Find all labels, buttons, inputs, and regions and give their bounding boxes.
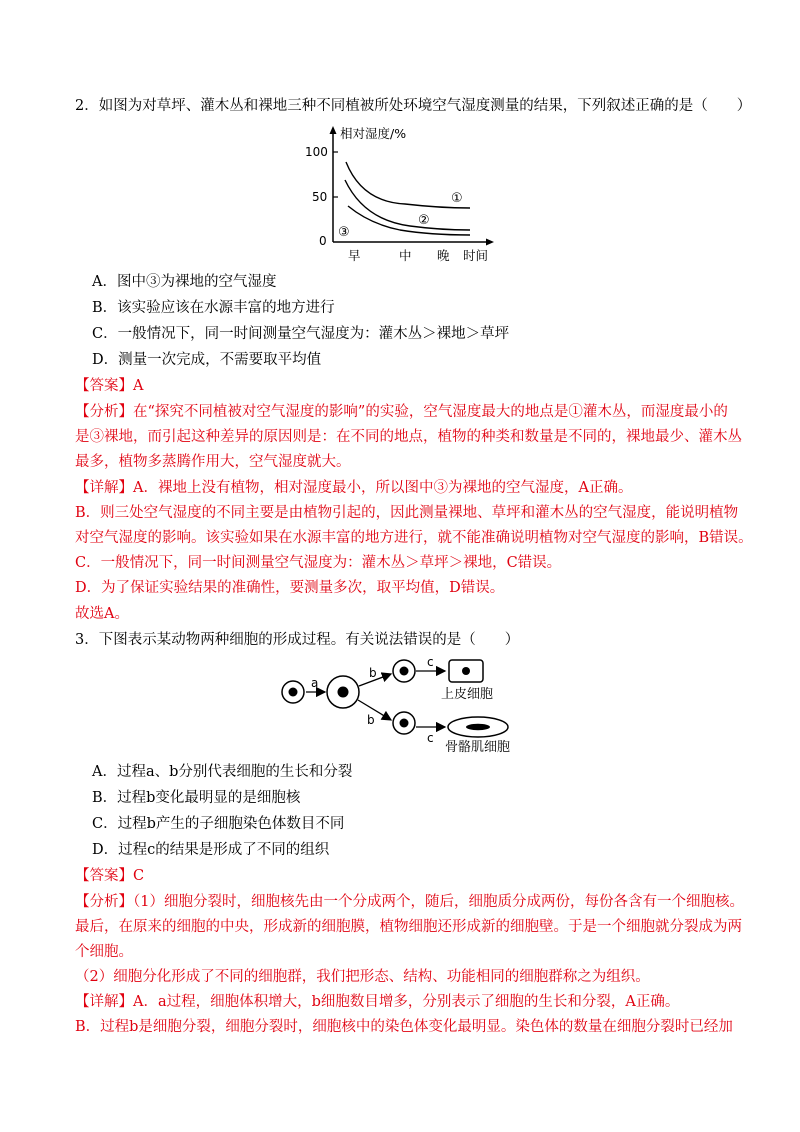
xtick-evening: 晚 <box>437 248 450 263</box>
q2-option-a: A．图中③为裸地的空气湿度 <box>92 274 277 290</box>
epithelial-cell-label: 上皮细胞 <box>441 687 494 702</box>
q3-analysis-line-3: 个细胞。 <box>75 944 133 960</box>
q2-detail-line-6: 故选A。 <box>75 606 129 622</box>
q3-detail-line-2: B．过程b是细胞分裂，细胞分裂时，细胞核中的染色体变化最明显。染色体的数量在细胞分裂时已经加 <box>75 1019 733 1035</box>
curve-3 <box>348 206 470 235</box>
q3-analysis-line-2: 最后，在原来的细胞的中央，形成新的细胞膜，植物细胞还形成新的细胞壁。于是一个细胞就分裂成为两 <box>75 919 742 935</box>
cell-formation-diagram <box>275 650 535 756</box>
q2-option-b: B．该实验应该在水源丰富的地方进行 <box>92 300 335 316</box>
humidity-chart <box>300 124 510 266</box>
q3-analysis-line-4: （2）细胞分化形成了不同的细胞群，我们把形态、结构、功能相同的细胞群称之为组织。 <box>75 969 650 985</box>
q3-detail-line-1 <box>75 992 735 1012</box>
ytick-0: 0 <box>319 234 327 248</box>
q2-detail-line-5: D．为了保证实验结果的准确性，要测量多次，取平均值，D错误。 <box>75 580 505 596</box>
answer-tag: 【答案】 <box>75 378 133 394</box>
q3-option-a: A．过程a、b分别代表细胞的生长和分裂 <box>92 764 353 780</box>
detail-tag: 【详解】 <box>75 480 133 496</box>
q2-option-c: C．一般情况下，同一时间测量空气湿度为：灌木丛＞裸地＞草坪 <box>92 326 510 342</box>
analysis-text: （1）细胞分裂时，细胞核先由一个分成两个，随后，细胞质分成两份，每份各含有一个细胞核。 <box>133 894 744 910</box>
skeletal-muscle-cell-label: 骨骼肌细胞 <box>445 740 511 755</box>
q2-stem: 2．如图为对草坪、灌木丛和裸地三种不同植被所处环境空气湿度测量的结果，下列叙述正确的是（ ） <box>75 98 752 114</box>
detail-text: A．裸地上没有植物，相对湿度最小，所以图中③为裸地的空气湿度，A正确。 <box>133 480 633 496</box>
analysis-tag: 【分析】 <box>75 894 133 910</box>
chart-ylabel: 相对湿度/% <box>340 126 407 141</box>
q2-answer <box>75 376 735 396</box>
answer-tag: 【答案】 <box>75 868 133 884</box>
q2-detail-line-4: C．一般情况下，同一时间测量空气湿度为：灌木丛＞草坪＞裸地，C错误。 <box>75 555 562 571</box>
q3-answer <box>75 866 735 886</box>
q3-stem: 3．下图表示某动物两种细胞的形成过程。有关说法错误的是（ ） <box>75 632 520 648</box>
process-b-label-top: b <box>369 666 377 680</box>
q3-option-c: C．过程b产生的子细胞染色体数目不同 <box>92 816 345 832</box>
process-b-label-bottom: b <box>367 713 375 727</box>
q2-analysis-line-2: 是③裸地，而引起这种差异的原因则是：在不同的地点，植物的种类和数量是不同的，裸地最少、灌木丛 <box>75 429 742 445</box>
q3-option-d: D．过程c的结果是形成了不同的组织 <box>92 842 330 858</box>
xtick-noon: 中 <box>399 248 412 263</box>
process-a-label: a <box>311 676 319 690</box>
q2-detail-line-2: B．则三处空气湿度的不同主要是由植物引起的，因此测量裸地、草坪和灌木丛的空气湿度，能说明植物 <box>75 505 739 521</box>
xtick-morning: 早 <box>348 248 361 263</box>
q3-option-b: B．过程b变化最明显的是细胞核 <box>92 790 301 806</box>
q2-detail-line-1 <box>75 478 735 498</box>
xtick-time: 时间 <box>463 248 489 263</box>
analysis-text: 在“探究不同植被对空气湿度的影响”的实验，空气湿度最大的地点是①灌木丛，而湿度最小的 <box>133 404 728 420</box>
curve-label-3: ③ <box>338 225 350 240</box>
q2-option-d: D．测量一次完成，不需要取平均值 <box>92 352 322 368</box>
answer-value: A <box>133 378 144 394</box>
ytick-50: 50 <box>312 190 328 204</box>
q2-detail-line-3: 对空气湿度的影响。该实验如果在水源丰富的地方进行，就不能准确说明植物对空气湿度的影响，B错误。 <box>75 530 753 546</box>
ytick-100: 100 <box>305 145 328 159</box>
detail-text: A．a过程，细胞体积增大，b细胞数目增多，分别表示了细胞的生长和分裂，A正确。 <box>133 994 680 1010</box>
q2-analysis-line-3: 最多，植物多蒸腾作用大，空气湿度就大。 <box>75 454 351 470</box>
curve-label-2: ② <box>418 213 430 228</box>
analysis-tag: 【分析】 <box>75 404 133 420</box>
process-c-label-top: c <box>427 655 434 669</box>
detail-tag: 【详解】 <box>75 994 133 1010</box>
curve-label-1: ① <box>451 191 463 206</box>
q2-analysis-line-1 <box>75 402 735 422</box>
answer-value: C <box>133 868 145 884</box>
process-c-label-bottom: c <box>427 731 434 745</box>
q3-analysis-line-1 <box>75 892 744 912</box>
